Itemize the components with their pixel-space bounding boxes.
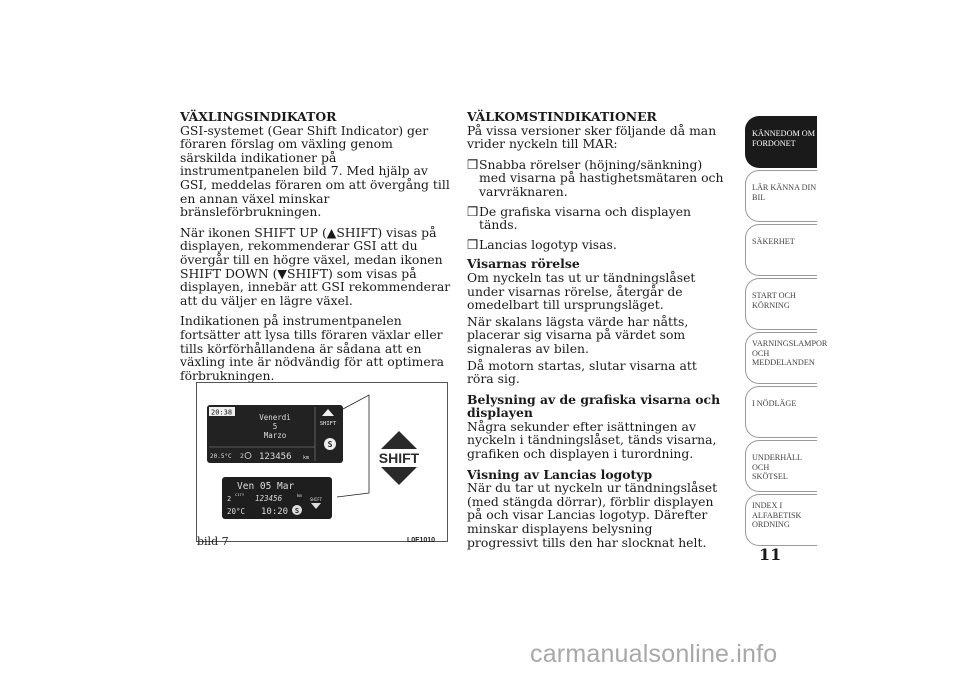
paragraph: Då motorn startas, slutar visarna att röra sig. bbox=[467, 357, 697, 387]
bullet-item: ❒ Snabba rörelser (höjning/sänkning) med visarna på hastighetsmätaren och varvräknaren. bbox=[467, 156, 724, 199]
subheading: Belysning av de grafiska visarna och displayen bbox=[467, 391, 721, 421]
left-column bbox=[180, 110, 452, 389]
display1-gear: 2 bbox=[240, 452, 244, 460]
section-heading-welcome: VÄLKOMSTINDIKATIONER bbox=[467, 109, 657, 124]
subheading: Visarnas rörelse bbox=[467, 256, 580, 272]
checkbox-bullet-icon: ❒ bbox=[467, 156, 479, 172]
tab-kannedom-om-fordonet[interactable]: KÄNNEDOM OM FORDONET bbox=[745, 116, 817, 168]
instrument-display-illustration bbox=[197, 383, 447, 541]
svg-text:S: S bbox=[294, 507, 300, 515]
figure-caption: bild 7 bbox=[197, 535, 229, 548]
paragraph: Några sekunder efter isättningen av nyckeln i tändningslåset, tänds visarna, grafiken och displayen i turordning. bbox=[467, 418, 717, 462]
tab-underhall-och-skotsel[interactable]: UNDERHÅLL OCH SKÖTSEL bbox=[745, 440, 817, 492]
display1-day: Venerdì bbox=[259, 413, 291, 422]
tab-start-och-korning[interactable]: START OCH KÖRNING bbox=[745, 278, 817, 330]
checkbox-bullet-icon: ❒ bbox=[467, 203, 479, 219]
figure-7 bbox=[196, 382, 448, 542]
section-heading-gsi: VÄXLINGSINDIKATOR bbox=[180, 109, 337, 124]
bullet-item: ❒ Lancias logotyp visas. bbox=[467, 236, 617, 252]
display1-month: Marzo bbox=[263, 431, 287, 440]
checkbox-bullet-icon: ❒ bbox=[467, 236, 479, 252]
svg-text:S: S bbox=[327, 440, 333, 449]
paragraph: När du tar ut nyckeln ur tändningslåset (med stängda dörrar), förblir displayen på och visar Lancias logotyp. Därefter minskar displayens belysning progressivt tills den har slocknat helt. bbox=[467, 480, 718, 550]
display1-time: 20:38 bbox=[211, 408, 233, 417]
display2-unit: km bbox=[297, 493, 302, 498]
paragraph: Indikationen på instrumentpanelen fortsätter att lysa tills föraren växlar eller tills körförhållandena är sådana att en växling inte är nödvändig för att optimera förbrukningen. bbox=[180, 313, 445, 383]
chapter-tabs bbox=[745, 116, 828, 548]
display2-gear: 2 bbox=[227, 495, 232, 503]
bullet-item: ❒ De grafiska visarna och displayen tänds. bbox=[467, 203, 692, 233]
paragraph: När skalans lägsta värde har nåtts, placerar sig visarna på värdet som signaleras av bilen. bbox=[467, 313, 689, 356]
tab-index[interactable]: INDEX I ALFABETISK ORDNING bbox=[745, 494, 817, 546]
display2-temp: 20°C bbox=[227, 507, 246, 516]
tab-sakerhet[interactable]: SÄKERHET bbox=[745, 224, 817, 276]
display1-odometer: 123456 bbox=[259, 452, 292, 462]
tab-lar-kanna-din-bil[interactable]: LÄR KÄNNA DIN BIL bbox=[745, 170, 817, 222]
tab-varningslampor[interactable]: VARNINGSLAMPOR OCH MEDDELANDEN bbox=[745, 332, 817, 384]
watermark: carmanualsonline.info bbox=[530, 640, 778, 668]
page-number: 11 bbox=[759, 545, 782, 564]
display2-time: 10:20 bbox=[261, 507, 289, 517]
paragraph: När ikonen SHIFT UP (▲SHIFT) visas på displayen, rekommenderar GSI att du övergår till en högre växel, medan ikonen SHIFT DOWN (▼SHIFT) som visas på displayen, innebär att GSI rekommenderar att du väljer en lägre växel. bbox=[180, 224, 451, 308]
display2-odometer: 123456 bbox=[255, 494, 283, 503]
paragraph: Om nyckeln tas ut ur tändningslåset under visarnas rörelse, återgår de omedelbart till ursprungsläget. bbox=[467, 269, 696, 313]
display1-temp: 20.5°C bbox=[210, 453, 232, 460]
big-shift-down-icon bbox=[381, 467, 417, 485]
display1-unit: km bbox=[303, 455, 310, 461]
figure-code: L0F1010 bbox=[407, 537, 436, 544]
right-column bbox=[467, 110, 727, 556]
display2-shift: SHIFT bbox=[309, 497, 323, 502]
paragraph: GSI-systemet (Gear Shift Indicator) ger föraren förslag om växling genom särskilda indikationer på instrumentpanelen bild 7. Med hjälp av GSI, meddelas föraren om att övergång till en annan växel minskar bränsleförbrukningen. bbox=[180, 122, 450, 220]
display2-date: Ven 05 Mar bbox=[237, 481, 295, 492]
big-shift-up-icon bbox=[381, 431, 417, 449]
big-shift-label: SHIFT bbox=[378, 450, 420, 466]
display1-shift: SHIFT bbox=[319, 421, 337, 427]
display1-date: 5 bbox=[272, 422, 278, 431]
display2-mode: CITY bbox=[235, 492, 245, 497]
tab-i-nodlage[interactable]: I NÖDLÄGE bbox=[745, 386, 817, 438]
paragraph: På vissa versioner sker följande då man vrider nyckeln till MAR: bbox=[467, 122, 717, 152]
subheading: Visning av Lancias logotyp bbox=[467, 466, 653, 482]
